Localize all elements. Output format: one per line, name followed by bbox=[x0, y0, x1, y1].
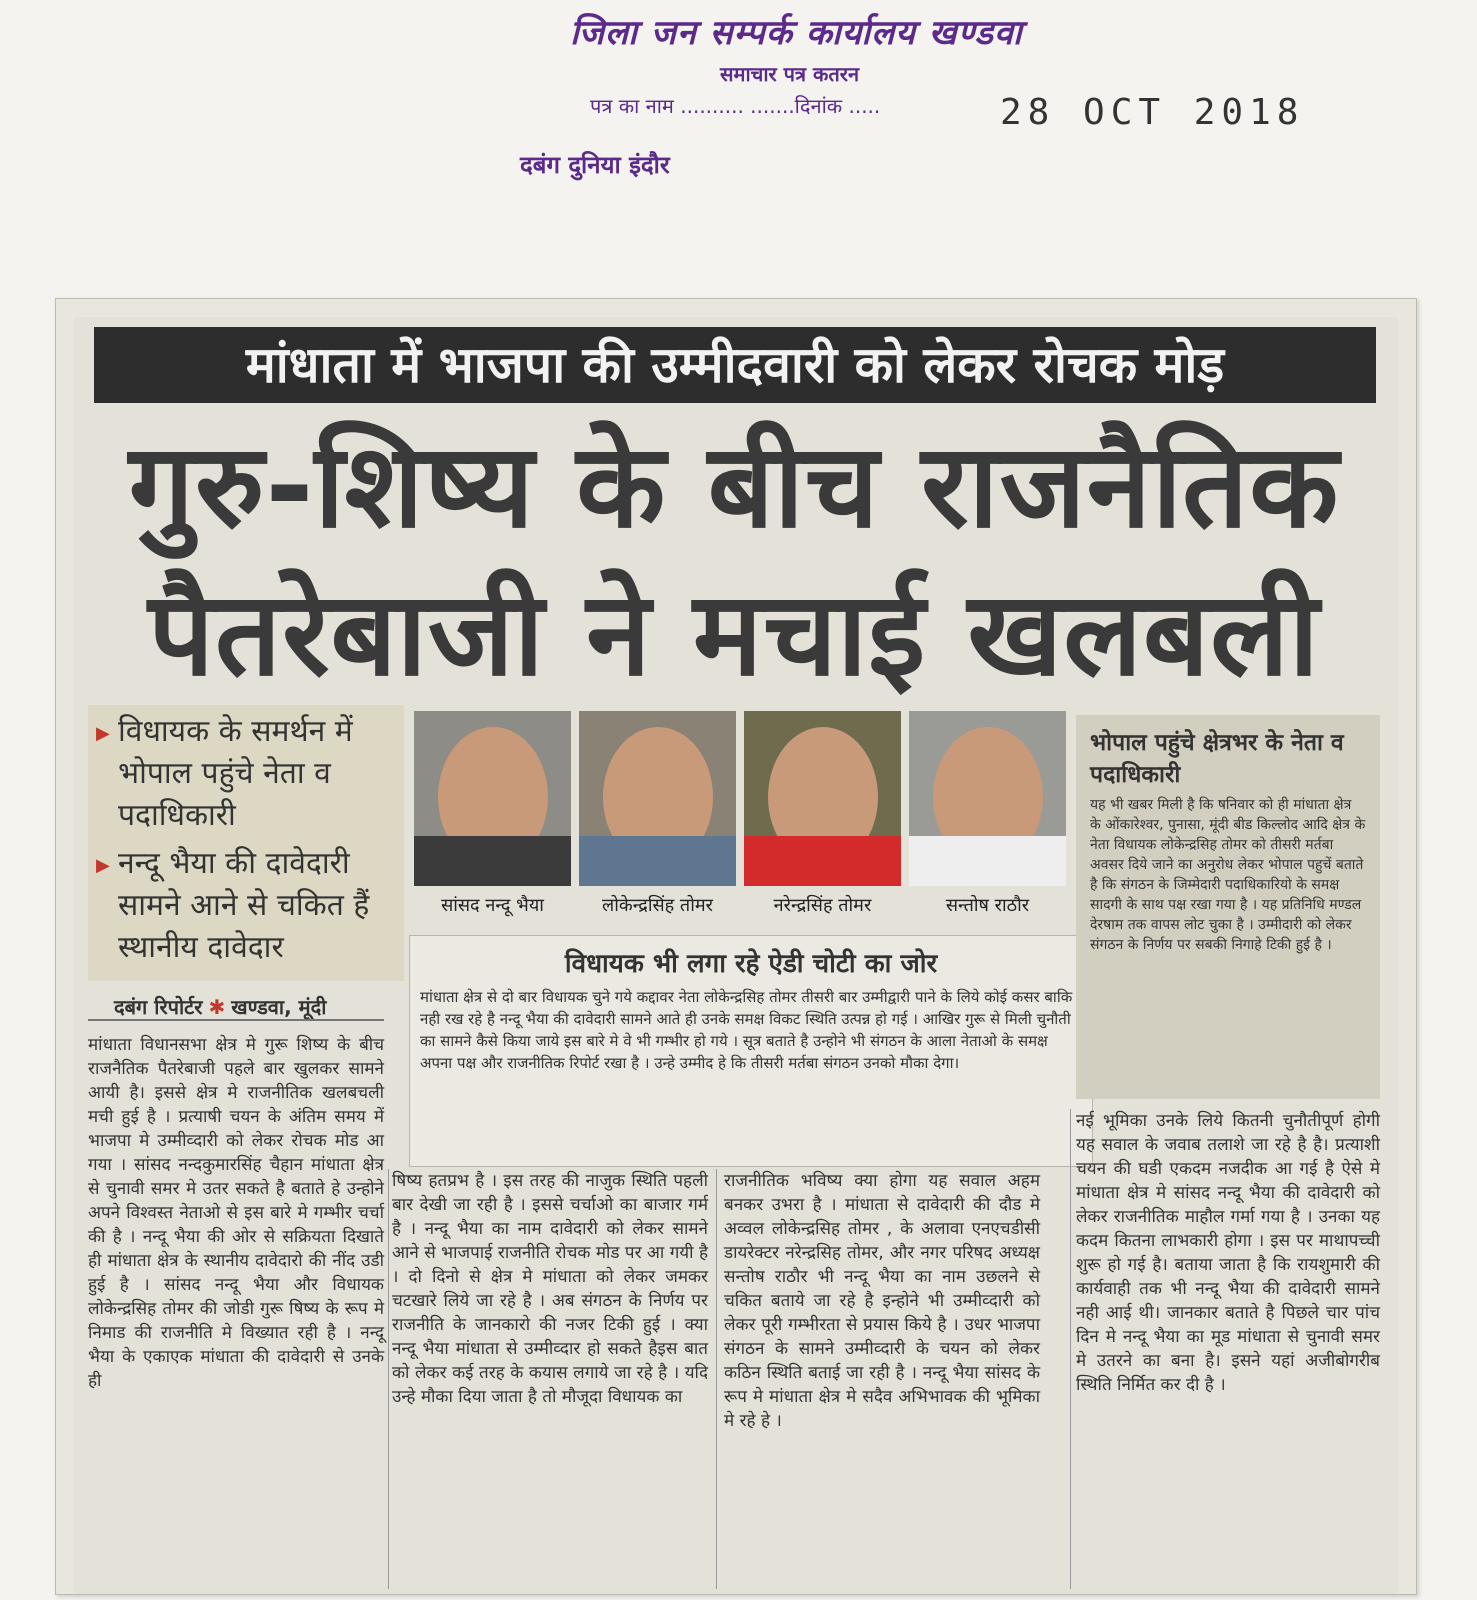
headline-line-2: पैतरेबाजी ने मचाई खलबली bbox=[148, 567, 1320, 702]
photo-captions bbox=[414, 893, 1066, 917]
stamp-date: 28 OCT 2018 bbox=[1000, 92, 1305, 133]
highlight-bullets bbox=[88, 705, 404, 981]
article-column-2: षिष्य हतप्रभ है । इस तरह की नाजुक स्थिति पहली बार देखी जा रही है । इससे चर्चाओ का बाजार गर्म है । नन्दू भैया का नाम दावेदारी को लेकर सामने आने से भाजपाई राजनीति रोचक मोड पर आ गयी है । दो दिनो से क्षेत्र मे मांधाता को लेकर जमकर चटखारे लिये जा रहे है । अब संगठन के निर्णय पर राजनीति के जानकारो की नजर टिकी हुई । क्या नन्दू भैया मांधाता से उम्मीव्दार हो सकते हैइस बात को लेकर कई तरह के कयास लगाये जा रहे है । यदि उन्हे मौका दिया जाता है तो मौजूदा विधायक का bbox=[392, 1171, 708, 1407]
clipping-content bbox=[74, 317, 1398, 1594]
stamp-subtitle: समाचार पत्र कतरन bbox=[720, 62, 860, 86]
photo-caption: लोकेन्द्रसिंह तोमर bbox=[602, 895, 713, 916]
byline bbox=[114, 993, 326, 1020]
sidebar-box-bhopal bbox=[1076, 715, 1380, 1099]
photo-caption: नरेन्द्रसिंह तोमर bbox=[773, 895, 872, 916]
stamp-paper-line: पत्र का नाम .......... .......दिनांक ..... bbox=[590, 94, 881, 118]
photo-caption: सन्तोष राठौर bbox=[945, 895, 1030, 916]
byline-rule bbox=[88, 1019, 384, 1021]
bullet-item: ▶ विधायक के समर्थन में भोपाल पहुंचे नेता व पदाधिकारी bbox=[96, 711, 396, 837]
headline bbox=[104, 413, 1364, 709]
article-column-1: मांधाता विधानसभा क्षेत्र मे गुरू शिष्य के बीच राजनैतिक पैतरेबाजी पहले बार खुलकर सामने आयी है। इससे क्षेत्र मे राजनीतिक खलबचली मची हुई है । प्रत्याषी चयन के अंतिम समय में भाजपा मे उम्मीव्दारी को लेकर रोचक मोड आ गया । सांसद नन्दकुमारसिंह चैहान मांधाता क्षेत्र से चुनावी समर मे उतर सकते है बताते हे उन्होने अपने विश्वस्त नेताओ से इस बारे मे गम्भीर चर्चा की है । नन्दू भैया की ओर से सक्रियता दिखाते ही मांधाता क्षेत्र के स्थानीय दावेदारो की नींद उडी हुई है । सांसद नन्दू भैया और विधायक लोकेन्द्रसिह तोमर की जोडी गुरू षिष्य के रूप मे निमाड की राजनीति मे विख्यात रही है । नन्दू भैया के एकाएक मांधाता की दावेदारी से उनके ही bbox=[88, 1035, 384, 1391]
byline-reporter: दबंग रिपोर्टर bbox=[114, 995, 203, 1019]
column-divider bbox=[716, 1169, 717, 1589]
bullet-item: ▶ नन्दू भैया की दावेदारी सामने आने से चकित हैं स्थानीय दावेदार bbox=[96, 843, 396, 969]
column-divider bbox=[1070, 1109, 1071, 1589]
sidebar-title: विधायक भी लगा रहे ऐडी चोटी का जोर bbox=[564, 949, 938, 979]
stamp-office-title: जिला जन सम्पर्क कार्यालय खण्डवा bbox=[570, 13, 1023, 53]
rightbox-text: यह भी खबर मिली है कि षनिवार को ही मांधाता क्षेत्र के ओंकारेश्वर, पुनासा, मूंदी बीड किल्लोद आदि क्षेत्र के नेता विधायक लोकेन्द्रसिह तोमर को तीसरी मर्तबा अवसर दिये जाने का अनुरोध लेकर भोपाल पहुचें बताते है कि संगठन के जिम्मेदारी पदाधिकारियो के समक्ष सादगी के साथ पक्ष रखा गया है । यह प्रतिनिधि मण्डल देरषाम तक वापस लोट चुका है । उम्मीदारी को लेकर संगठन के निर्णय पर सबकी निगाहे टिकी हुई है । bbox=[1090, 797, 1366, 953]
byline-place: खण्डवा, मूंदी bbox=[231, 995, 327, 1019]
article-column-3: राजनीतिक भविष्य क्या होगा यह सवाल अहम बनकर उभरा है । मांधाता से दावेदारी की दौड मे अव्वल लोकेन्द्रसिह तोमर , के अलावा एनएचडीसी डायरेक्टर नरेन्द्रसिह तोमर, और नगर परिषद अध्यक्ष सन्तोष राठौर भी नन्दू भैया का नाम उछलने से चकित बताये जा रहे है इन्होने भी उम्मीव्दारी को लेकर पूरी गम्भीरता से प्रयास किये है । उधर भाजपा संगठन के सामने उम्मीव्दारी के चयन को लेकर कठिन स्थिति बताई जा रही है । नन्दू भैया सांसद के रूप मे मांधाता क्षेत्र मे सदैव अभिभावक की भूमिका मे रहे हे । bbox=[724, 1171, 1040, 1431]
rightbox-title: भोपाल पहुंचे क्षेत्रभर के नेता व पदाधिकारी bbox=[1090, 730, 1344, 788]
article-column-4: नई भूमिका उनके लिये कितनी चुनौतीपूर्ण होगी यह सवाल के जवाब तलाशे जा रहे है है। प्रत्याशी चयन की घडी एकदम नजदीक आ गई है ऐसे मे मांधाता क्षेत्र मे सांसद नन्दू भैया की दावेदारी को लेकर राजनीतिक माहौल गर्मा गया है । उनका यह कदम कितना लाभकारी होगा । इस पर माथापच्ची शुरू हो गई है। बताया जाता है कि रायशुमारी की कार्यवाही तक भी नन्दू भैया की दावेदारी सामने नही आई थी। जानकार बताते है पिछले चार पांच दिन मे नन्दू भैया का मूड मांधाता से चुनावी समर मे उतरने का बना है। इसने यहां अजीबोगरीब स्थिति निर्मित कर दी है । bbox=[1076, 1111, 1380, 1395]
kicker-banner: मांधाता में भाजपा की उम्मीदवारी को लेकर रोचक मोड़ bbox=[94, 327, 1376, 403]
column-divider bbox=[388, 1169, 389, 1589]
star-icon: ✱ bbox=[208, 995, 226, 1019]
newspaper-clipping bbox=[55, 298, 1417, 1595]
photo-caption: सांसद नन्दू भैया bbox=[441, 895, 544, 916]
sidebar-box-mla bbox=[409, 935, 1093, 1167]
stamp-paper-name: दबंग दुनिया इंदौर bbox=[520, 151, 670, 179]
portrait-photo bbox=[579, 711, 736, 886]
sidebar-text: मांधाता क्षेत्र से दो बार विधायक चुने गये कद्दावर नेता लोकेन्द्रसिह तोमर तीसरी बार उम्मीद्वारी पाने के लिये कोई कसर बाकि नही रख रहे है नन्दू भैया की दावेदारी सामने आते ही उनके समक्ष विकट स्थिति उत्पन्न हो गई । आखिर गुरू से मिली चुनौती का सामने कैसे किया जाये इस बारे मे वे भी गम्भीर हो गये । सूत्र बताते है उन्होने भी संगठन के आला नेताओ के समक्ष अपना पक्ष और राजनीतिक रिपोर्ट रखा है । उन्हे उम्मीद हे कि तीसरी मर्तबा संगठन उनको मौका देगा। bbox=[420, 988, 1073, 1072]
headline-line-1: गुरु-शिष्य के बीच राजनैतिक bbox=[128, 419, 1340, 554]
portrait-photo bbox=[414, 711, 571, 886]
portrait-photo bbox=[909, 711, 1066, 886]
portrait-photo bbox=[744, 711, 901, 886]
